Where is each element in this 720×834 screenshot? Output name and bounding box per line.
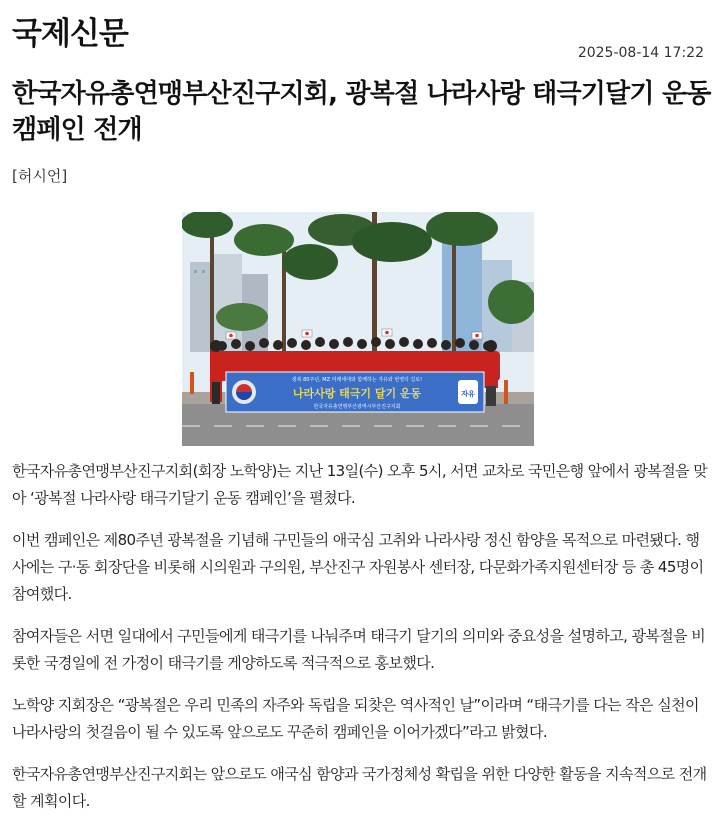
newspaper-masthead: 국제신문 [12, 16, 128, 52]
banner-badge-text: 자유 [461, 390, 475, 398]
article-paragraph: 이번 캠페인은 제80주년 광복절을 기념해 구민들의 애국심 고취와 나라사랑 정신 함양을 목적으로 마련됐다. 행사에는 구·동 회장단을 비롯해 시의원과 구의원, 부산진구 자원봉사 센터장, 다문화가족지원센터장 등 총 45명이 참여했다. [12, 531, 704, 603]
banner-top-text: 광복 80주년, MZ 미래세대와 함께하는 자유와 번영의 길로! [291, 377, 423, 383]
publish-date: 2025-08-14 17:22 [577, 45, 704, 61]
article-byline: [허시언] [12, 167, 68, 185]
banner-main-text: 나라사랑 태극기 달기 운동 [292, 387, 422, 400]
article-paragraph: 참여자들은 서면 일대에서 구민들에게 태극기를 나눠주며 태극기 달기의 의미와 중요성을 설명하고, 광복절을 비롯한 국경일에 전 가정이 태극기를 게양하도록 적극적으로 홍보했다. [12, 627, 706, 672]
banner-sub-text: 한국자유총연맹부산광역시부산진구지회 [313, 404, 401, 410]
article-paragraph: 한국자유총연맹부산진구지회는 앞으로도 애국심 함양과 국가정체성 확립을 위한 다양한 활동을 지속적으로 전개할 계획이다. [12, 765, 707, 810]
article-photo [182, 212, 534, 446]
article-body [12, 458, 712, 830]
article-paragraph: 한국자유총연맹부산진구지회(회장 노학양)는 지난 13일(수) 오후 5시, 서면 교차로 국민은행 앞에서 광복절을 맞아 ‘광복절 나라사랑 태극기달기 운동 캠페인’을 펼쳤다. [12, 462, 708, 507]
article-headline: 한국자유총연맹부산진구지회, 광복절 나라사랑 태극기달기 운동 캠페인 전개 [12, 79, 711, 145]
article-paragraph: 노학양 지회장은 “광복절은 우리 민족의 자주와 독립을 되찾은 역사적인 날”이라며 “태극기를 다는 작은 실천이 나라사랑의 첫걸음이 될 수 있도록 앞으로도 꾸준히 캠페인을 이어가겠다”라고 밝혔다. [12, 696, 699, 741]
